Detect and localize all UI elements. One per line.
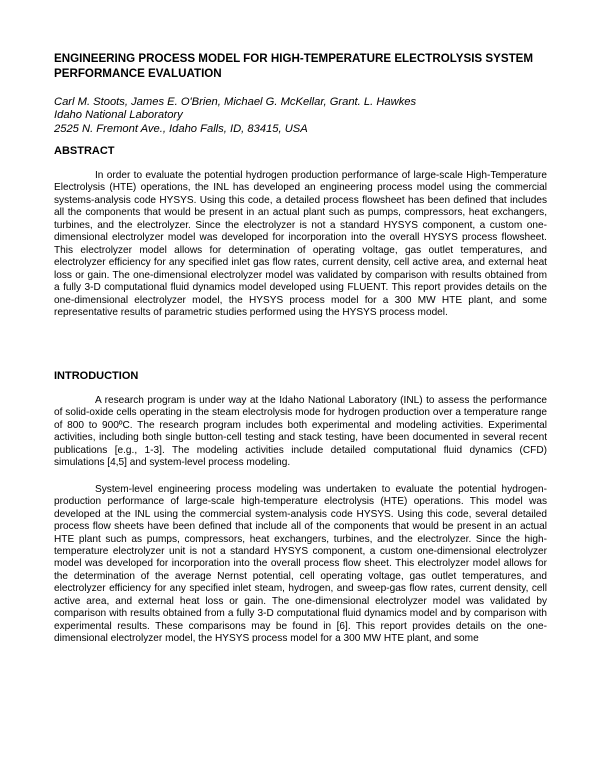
affiliation: Idaho National Laboratory (54, 109, 183, 122)
author-block (54, 96, 554, 136)
introduction-heading: INTRODUCTION (54, 370, 139, 382)
abstract-text: In order to evaluate the potential hydrogen production performance of large-scale High-Temperature Electrolysis (HTE) operations, the INL has developed an engineering process model using the commercial systems-analysis code HYSYS. Using this code, a detailed process flowsheet has been defined that includes all the components that would be present in an actual plant such as pumps, compressors, heat exchangers, turbines, and the electrolyzer. Since the electrolyzer is not a standard HYSYS component, a custom one-dimensional electrolyzer model was developed for incorporation into the overall HYSYS process flowsheet. This electrolyzer model allows for determination of operating voltage, gas outlet temperatures, and electrolyzer efficiency for any specified inlet gas flow rates, current density, cell active area, and external heat loss or gain. The one-dimensional electrolyzer model was validated by comparison with results obtained from a fully 3-D computational fluid dynamics model developed using FLUENT. This report provides details on the one-dimensional electrolyzer model, the HYSYS process model for a 300 MW HTE plant, and some representative results of parametric studies performed using the HYSYS process model. (54, 170, 547, 318)
author-list: Carl M. Stoots, James E. O'Brien, Michael G. McKellar, Grant. L. Hawkes (54, 96, 417, 108)
address: 2525 N. Fremont Ave., Idaho Falls, ID, 83415, USA (54, 122, 308, 135)
introduction-paragraph-2: System-level engineering process modeling was undertaken to evaluate the potential hydrogen-production performance of large-scale high-temperature electrolysis (HTE) operations. This model was developed at the INL using the commercial system-analysis code HYSYS. Using this code, several detailed process flow sheets have been defined that include all of the components that would be present in an actual HTE plant such as pumps, compressors, heat exchangers, turbines, and the electrolyzer. Since the high-temperature electrolyzer unit is not a standard HYSYS component, a custom one-dimensional electrolyzer model was developed for incorporation into the overall process flow sheet. This electrolyzer model allows for the determination of the average Nernst potential, cell operating voltage, gas outlet temperatures, and electrolyzer efficiency for any specified inlet steam, hydrogen, and sweep-gas flow rates, current density, cell active area, and external heat loss or gain. The one-dimensional electrolyzer model was validated by comparison with results obtained from a fully 3-D computational fluid dynamics model and by comparison with experimental results. These comparisons may be found in [6]. This report provides details on the one-dimensional electrolyzer model, the HYSYS process model for a 300 MW HTE plant, and some (54, 483, 547, 645)
introduction-paragraph-1: A research program is under way at the Idaho National Laboratory (INL) to assess the performance of solid-oxide cells operating in the steam electrolysis mode for hydrogen production over a temperature range of 800 to 900ºC. The research program includes both experimental and modeling activities. Experimental activities, including both single button-cell testing and stack testing, have been documented in several recent publications [e.g., 1-3]. The modeling activities include detailed computational fluid dynamics (CFD) simulations [4,5] and system-level process modeling. (54, 395, 547, 469)
introduction-body (54, 395, 547, 646)
abstract-heading: ABSTRACT (54, 145, 115, 157)
paper-title: ENGINEERING PROCESS MODEL FOR HIGH-TEMPERATURE ELECTROLYSIS SYSTEM PERFORMANCE EVALUATION (54, 52, 534, 80)
abstract-body (54, 170, 547, 319)
